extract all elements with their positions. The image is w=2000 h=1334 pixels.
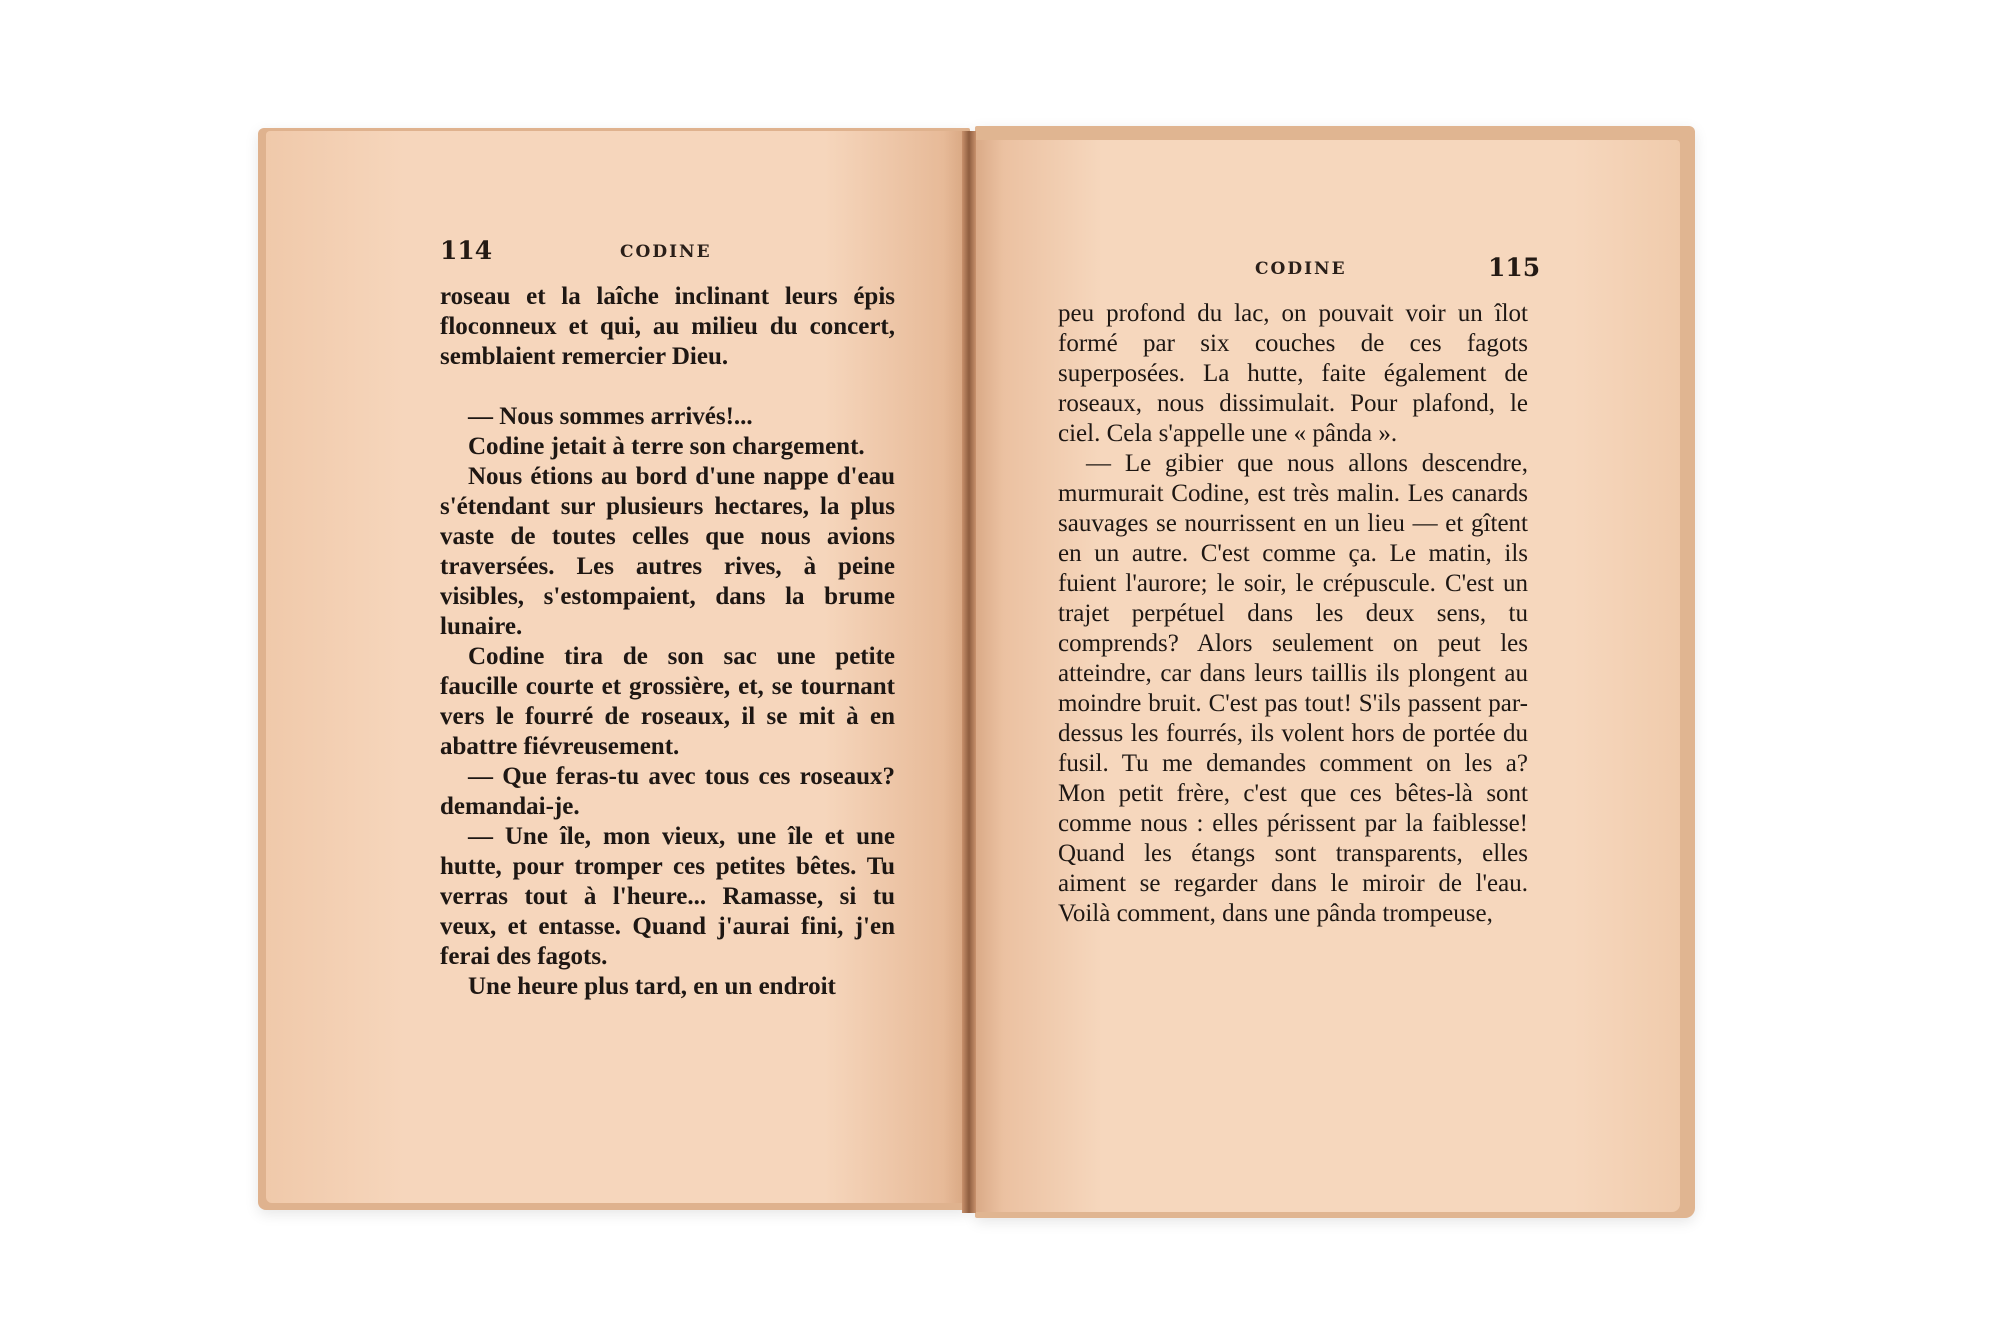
paragraph: — Une île, mon vieux, une île et une hutte, pour tromper ces petites bêtes. Tu verras tout à l'heure... Ramasse, si tu veux, et entasse. Quand j'aurai fini, j'en ferai des fagots. [440, 823, 895, 970]
paragraph: Une heure plus tard, en un endroit [468, 973, 836, 1000]
left-page-number: 114 [440, 236, 493, 265]
paragraph: — Le gibier que nous allons descendre, murmurait Codine, est très malin. Les canards sauvages se nourrissent en un lieu — et gîtent en un autre. C'est comme ça. Le matin, ils fuient l'aurore; le soir, le crépuscule. C'est un trajet perpétuel dans les deux sens, tu comprends? Alors seulement on peut les atteindre, car dans leurs taillis ils plongent au moindre bruit. C'est pas tout! S'ils passent par-dessus les fourrés, ils volent hors de portée du fusil. Tu me demandes comment on les a? Mon petit frère, c'est que ces bêtes-là sont comme nous : elles périssent par la faiblesse! Quand les étangs sont transparents, elles aiment se regarder dans le miroir de l'eau. Voilà comment, dans une pânda trompeuse, [1058, 450, 1528, 927]
paragraph: Codine tira de son sac une petite faucille courte et grossière, et, se tournant vers le fourré de roseaux, il se mit à en abattre fiévreusement. [440, 643, 895, 760]
paragraph: Codine jetait à terre son chargement. [468, 433, 865, 460]
right-page-text [1058, 299, 1528, 929]
book-gutter [962, 131, 976, 1213]
paragraph: peu profond du lac, on pouvait voir un îlot formé par six couches de ces fagots superposées. La hutte, faite également de roseaux, nous dissimulait. Pour plafond, le ciel. Cela s'appelle une « pânda ». [1058, 300, 1528, 447]
paragraph: — Nous sommes arrivés!... [468, 403, 753, 430]
paragraph: Nous étions au bord d'une nappe d'eau s'étendant sur plusieurs hectares, la plus vaste de toutes celles que nous avions traversées. Les autres rives, à peine visibles, s'estompaient, dans la brume lunaire. [440, 463, 895, 640]
paragraph: — Que feras-tu avec tous ces roseaux? demandai-je. [440, 763, 895, 820]
left-page-text [440, 282, 895, 1002]
paragraph: roseau et la laîche inclinant leurs épis floconneux et qui, au milieu du concert, semblaient remercier Dieu. [440, 283, 895, 370]
right-page-number: 115 [1488, 253, 1541, 282]
left-running-head: CODINE [620, 242, 712, 262]
right-running-head: CODINE [1255, 259, 1347, 279]
